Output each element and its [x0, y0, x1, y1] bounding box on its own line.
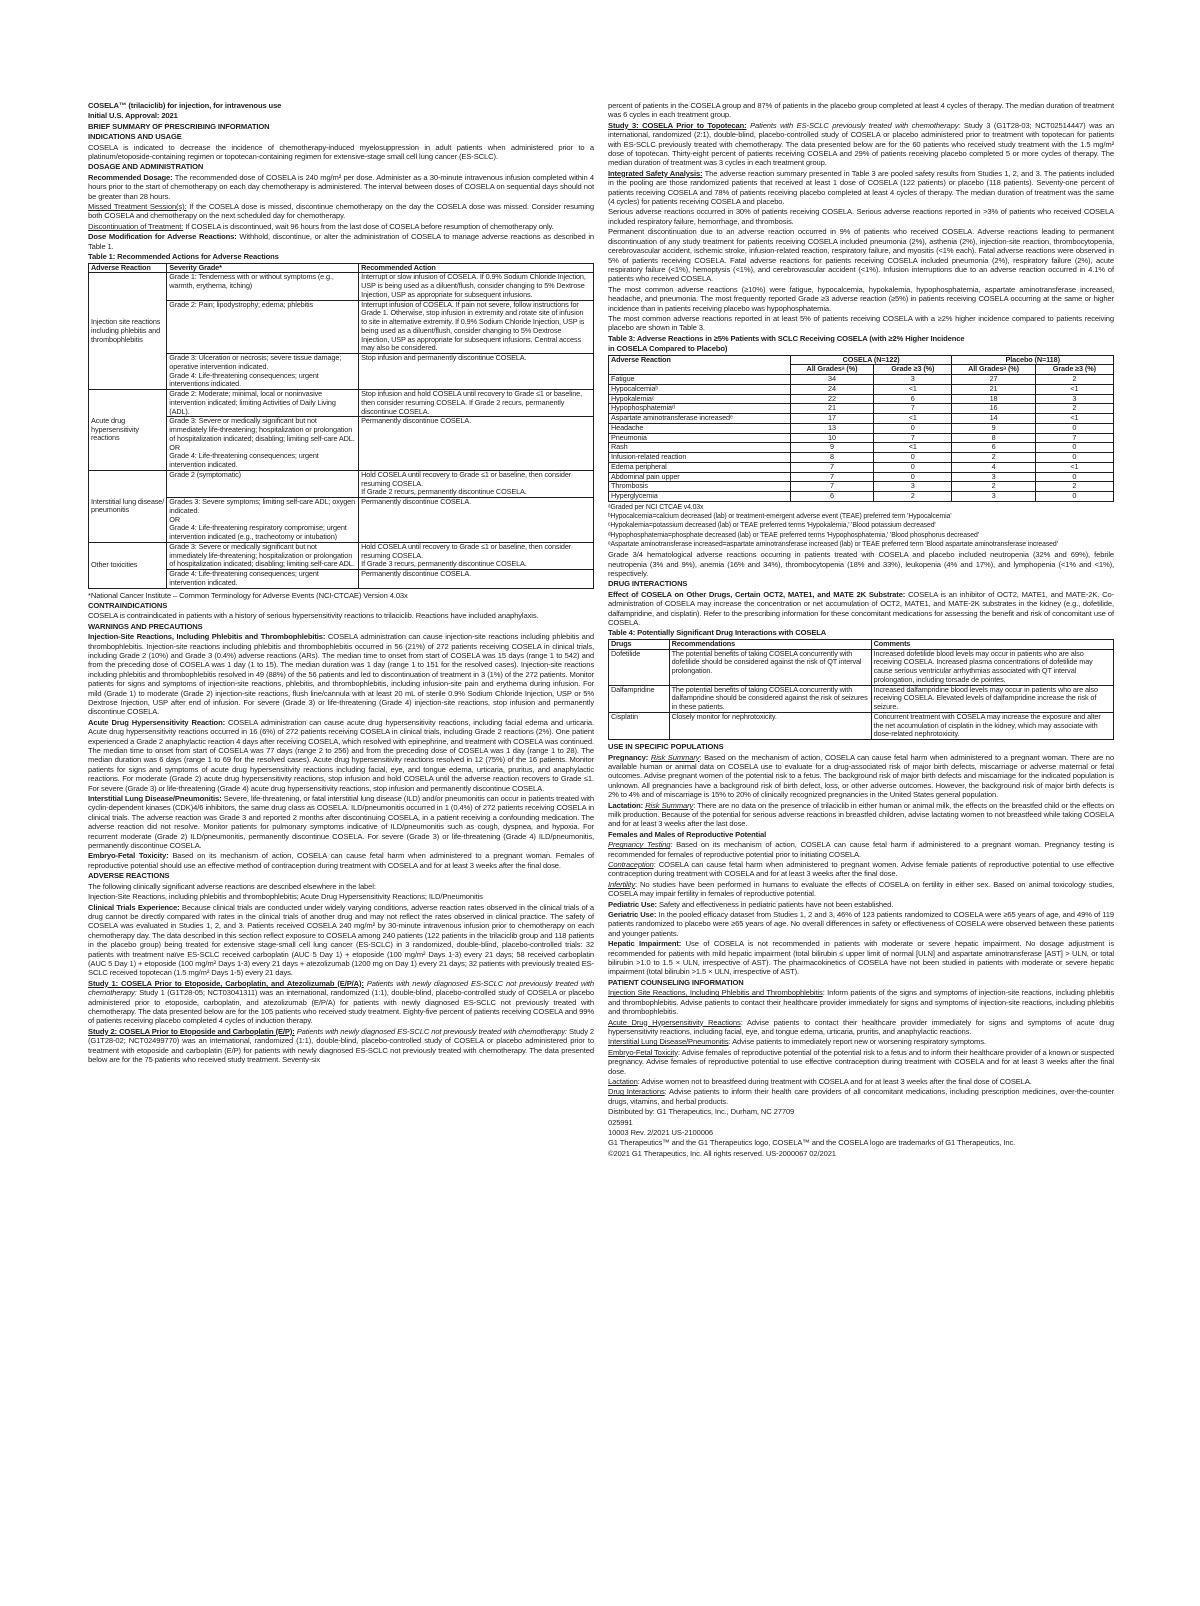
action-text: If Grade 3 recurs, permanently discontinue COSELA. — [361, 559, 527, 569]
pregnancy — [608, 753, 1114, 800]
adverse-reaction-name: Aspartate aminotransferase increasedᵉ — [609, 414, 791, 424]
adverse-reaction-name: Rash — [609, 443, 791, 453]
table-cell: Stop infusion and hold COSELA until recovery to Grade ≤1 or baseline, then consider resuming COSELA. If Grade 2 recurs, permanently discontinue COSELA. — [359, 390, 594, 417]
adverse-reaction-name: Infusion-related reaction — [609, 453, 791, 463]
table-cell — [167, 354, 359, 390]
recommended-dosage-label: Recommended Dosage: — [88, 172, 173, 182]
table-row — [609, 384, 1114, 394]
percentage-cell: <1 — [1035, 462, 1113, 472]
recommended-dosage — [88, 173, 594, 201]
table-cell: Permanently discontinue COSELA. — [359, 498, 594, 543]
left-column — [88, 101, 594, 1065]
adverse-reactions-heading: ADVERSE REACTIONS — [88, 871, 170, 881]
percentage-cell: 2 — [952, 453, 1035, 463]
percentage-cell: 8 — [790, 453, 873, 463]
counsel-injection-site — [608, 988, 1114, 1016]
percentage-cell: 0 — [874, 423, 952, 433]
table-header: All Gradesᵃ (%) — [790, 365, 873, 375]
study2-population: Patients with newly diagnosed ES-SCLC not previously treated with chemotherapy: — [294, 1026, 568, 1036]
pregnancy-testing-label: Pregnancy Testing — [608, 840, 671, 850]
table-header: Placebo (N=118) — [952, 355, 1114, 365]
lactation-text: : There are no data on the presence of trilaciclib in either human or animal milk, the effects on the breastfed child or the effects on milk production. Because of the potential for serious adverse reactions in breastfed children, advise lactating women to not breastfeed while taking COSELA and for at least 3 weeks after the last dose. — [608, 800, 1114, 829]
adverse-reaction-name: Hypocalcemiaᵇ — [609, 384, 791, 394]
counsel-label: Embryo-Fetal Toxicity — [608, 1047, 678, 1057]
adverse-reaction-name: Edema peripheral — [609, 462, 791, 472]
percentage-cell: 21 — [790, 404, 873, 414]
hypersensitivity-text: COSELA administration can cause acute drug hypersensitivity reactions, including facial edema and urticaria. Acute drug hypersensitivity reactions occurred in 16 (6%) of 272 patients receiving COSELA in clinical trials, including Grade 2 reactions (2%). One patient experienced a Grade 2 anaphylactic reaction 4 days after receiving COSELA, which resolved with epinephrine, and treatment with COSELA was continued. The median time to onset from start of COSELA was 77 days (range 2 to 256) and from the preceding dose of COSELA was 1 day (range 1 to 28). The median duration was 6 days (range 1 to 69 for the resolved cases). Acute drug hypersensitivity reactions resolved in 12 (75%) of the 16 patients. Monitor patients for signs and symptoms of acute drug hypersensitivity reactions including facial, eye, and tongue edema, urticaria, pruritus, and anaphylactic reactions. For moderate (Grade 2) acute drug hypersensitivity reactions, stop infusion and hold COSELA until the adverse reaction recovers to Grade ≤1. For severe (Grade 3) or life-threatening (Grade 4) acute drug hypersensitivity reactions, stop infusion and permanently discontinue COSELA. — [88, 717, 595, 793]
adverse-reaction-name: Headache — [609, 423, 791, 433]
percentage-cell: 0 — [1035, 472, 1113, 482]
discontinuation — [88, 222, 594, 231]
percentage-cell: 16 — [952, 404, 1035, 414]
counsel-embryo-fetal — [608, 1048, 1114, 1076]
table1-adverse-actions — [88, 263, 594, 589]
table-cell — [167, 498, 359, 543]
brief-summary-heading: BRIEF SUMMARY OF PRESCRIBING INFORMATION — [88, 121, 270, 131]
percentage-cell: 6 — [952, 443, 1035, 453]
grade-text: Grade 3: Severe or medically significant but not immediately life-threatening; hospitalization or prolongation of hospitalization indicated; disabling; limiting self-care ADL. — [169, 416, 355, 443]
pediatric-label: Pediatric Use: — [608, 899, 657, 909]
clinical-trials-text: Because clinical trials are conducted under widely varying conditions, adverse reaction rates observed in the clinical trials of a drug cannot be directly compared with rates in the clinical trials of another drug and may not reflect the rates observed in clinical practice. The safety of COSELA was evaluated in Studies 1, 2, and 3. Patients received COSELA 240 mg/m² by 30-minute intravenous infusion prior to chemotherapy on each chemotherapy day. The data described in this section reflect exposure to COSELA among 240 patients (122 patients in the trilaciclib group and 118 patients in the placebo group) being treated for extensive stage-small cell lung cancer (ES-SCLC) in 3 randomized, double-blind, placebo-controlled trials: 32 patients with treatment naïve ES-SCLC received carboplatin (AUC 5 Day 1) + etoposide (100 mg/m² Days 1-3) every 21 days; 58 received carboplatin (AUC 5 Day 1) + etoposide (100 mg/m² Days 1-3) every 21 days + atezolizumab (1200 mg on Day 1) every 21 days; 32 patients with previously treated ES-SCLC received topotecan (1.5 mg/m² Days 1-5) every 21 days. — [88, 902, 595, 978]
table-header-row — [609, 639, 1114, 649]
table3-body — [609, 375, 1114, 502]
copyright-line: ©2021 G1 Therapeutics, Inc. All rights reserved. US-2000067 02/2021 — [608, 1148, 836, 1158]
code-line: 025991 — [608, 1117, 633, 1127]
percentage-cell: 0 — [874, 472, 952, 482]
integrated-safety — [608, 169, 1114, 207]
counsel-label: Acute Drug Hypersensitivity Reactions — [608, 1017, 741, 1027]
discontinuation-text: If COSELA is discontinued, wait 96 hours from the last dose of COSELA before resumption of chemotherapy only. — [183, 221, 554, 231]
contraindications-heading: CONTRAINDICATIONS — [88, 600, 168, 610]
percentage-cell: 2 — [1035, 404, 1113, 414]
table1-title: Table 1: Recommended Actions for Adverse Reactions — [88, 252, 279, 262]
table-cell: Grade 2: Pain; lipodystrophy; edema; phlebitis — [167, 300, 359, 354]
drug-title: COSELA™ (trilaciclib) for injection, for intravenous use — [88, 101, 282, 110]
study2 — [88, 1027, 594, 1065]
percentage-cell: 14 — [952, 414, 1035, 424]
percentage-cell: 8 — [952, 433, 1035, 443]
adverse-reaction-name: Hyperglycemia — [609, 492, 791, 502]
missed-treatment-text: If the COSELA dose is missed, discontinue chemotherapy on the day the COSELA dose was missed. Consider resuming both COSELA and chemotherapy on the next scheduled day for chemotherapy. — [88, 202, 594, 221]
indications-text: COSELA is indicated to decrease the incidence of chemotherapy-induced myelosuppression in adult patients when administered prior to a platinum/etoposide-containing regimen or topotecan-containing regimen for extensive-stage small cell lung cancer (ES-SCLC). — [88, 142, 594, 162]
effect-label: Effect of COSELA on Other Drugs, Certain OCT2, MATE1, and MATE 2K Substrate: — [608, 589, 906, 599]
table-cell: Interrupt infusion of COSELA. If pain not severe, follow instructions for Grade 1. Otherwise, stop infusion in extremity and rotate site of infusion to site in alternative extremity. If 0.9% Sodium Chloride Injection, USP is being used as a diluent/flush, consider changing to 5% Dextrose Injection, USP as appropriate for subsequent infusions. Central access may also be considered. — [359, 300, 594, 354]
percentage-cell: <1 — [874, 384, 952, 394]
integrated-safety-label: Integrated Safety Analysis: — [608, 168, 703, 178]
table-cell — [167, 417, 359, 471]
percentage-cell: 7 — [790, 462, 873, 472]
or-text: OR — [169, 442, 180, 452]
percentage-cell: 0 — [1035, 443, 1113, 453]
adverse-reaction-name: Hypokalemiaᶜ — [609, 394, 791, 404]
lactation-risk-label: Risk Summary — [645, 800, 694, 810]
missed-treatment-label: Missed Treatment Session(s): — [88, 202, 187, 212]
effect-text: COSELA is an inhibitor of OCT2, MATE1, and MATE-2K. Co-administration of COSELA may increase the concentration or net accumulation of OCT2, MATE1, and MATE-2K substrates in the kidney (e.g., dofetilide, dalfampridine, and cisplatin). Refer to the prescribing information for these concomitant medications for assessing the benefit and risk of concomitant use of COSELA. — [608, 589, 1115, 628]
percentage-cell: 0 — [874, 462, 952, 472]
percentage-cell: <1 — [1035, 414, 1113, 424]
distributed-by: Distributed by: G1 Therapeutics, Inc., Durham, NC 27709 — [608, 1107, 795, 1117]
table3-adverse-reactions — [608, 355, 1114, 502]
counsel-text: : Advise patients to contact their healthcare provider immediately for signs and symptoms of acute drug hypersensitivity reactions, including facial, eye, and tongue edema, urticaria, pruritis, and anaphylactic reactions. — [608, 1017, 1114, 1036]
action-text: Hold COSELA until recovery to Grade ≤1 or baseline, then consider resuming COSELA. — [361, 541, 572, 560]
table4-title: Table 4: Potentially Significant Drug Interactions with COSELA — [608, 628, 827, 638]
table-header: All Gradesᵃ (%) — [952, 365, 1035, 375]
hypersensitivity-warning — [88, 718, 594, 793]
table-row — [609, 712, 1114, 739]
counsel-lactation — [608, 1077, 1114, 1086]
dose-modification-label: Dose Modification for Adverse Reactions: — [88, 232, 237, 242]
embryo-fetal-text: Based on its mechanism of action, COSELA can cause fetal harm when administered to a pregnant woman. Females of reproductive potential should use an effective method of contraception during treatment with COSELA and for at least 3 weeks after the final dose. — [88, 851, 594, 870]
percentage-cell: 22 — [790, 394, 873, 404]
table-row — [89, 273, 594, 300]
table3-footnote: ᵃGraded per NCI CTCAE v4.03x — [608, 503, 704, 511]
table-cell: Stop infusion and permanently discontinue COSELA. — [359, 354, 594, 390]
ild-label: Interstitial Lung Disease/Pneumonitis: — [88, 794, 222, 804]
common-reactions-text-2: The most common adverse reactions reported in at least 5% of patients receiving COSELA with a ≥2% higher incidence compared to patients receiving placebo are shown in Table 3. — [608, 313, 1114, 333]
adverse-reaction-name: Abdominal pain upper — [609, 472, 791, 482]
percentage-cell: 7 — [874, 433, 952, 443]
table-row — [609, 492, 1114, 502]
table-row — [609, 433, 1114, 443]
table-row — [609, 482, 1114, 492]
clinical-trials-label: Clinical Trials Experience: — [88, 902, 180, 912]
study1-text: Study 1 (G1T28-05; NCT03041311) was an international, randomized (1:1), double-blind, placebo-controlled study of COSELA or placebo administered prior to etoposide, carboplatin, and atezolizumab (E/P/A) for patients with newly diagnosed ES-SCLC not previously treated with chemotherapy. The data presented below are for the 105 patients who received study treatment. Eighty-five percent of patients receiving COSELA and 99% of patients receiving placebo completed 4 cycles of induction therapy. — [88, 988, 594, 1026]
table-row — [609, 649, 1114, 685]
ild-text: Severe, life-threatening, or fatal interstitial lung disease (ILD) and/or pneumonitis can occur in patients treated with cyclin-dependent kinases (CDK)4/6 inhibitors, the same drug class as COSELA. ILD/pneumonitis occurred in 1 (0.4%) of 272 patients receiving COSELA in clinical trials. The adverse reaction was Grade 3 and reported 2 months after discontinuing COSELA, in a patient receiving a confounding medication. The adverse reaction did not resolve. Monitor patients for pulmonary symptoms indicative of ILD/pneumonitis such as cough, dyspnea, and hypoxia. For recurrent moderate (Grade 2) ILD/pneumonitis, permanently discontinue COSELA. For severe (Grade 3) or life-threatening (Grade 4) ILD/pneumonitis, permanently discontinue COSELA. — [88, 794, 594, 851]
serious-reactions-text: Serious adverse reactions occurred in 30% of patients receiving COSELA. Serious adverse reactions reported in >3% of patients who received COSELA included respiratory failure, hemorrhage, and thrombosis. — [608, 207, 1114, 226]
table-cell: Increased dofetilide blood levels may occur in patients who are also receiving COSELA. Increased plasma concentrations of dofetilide may cause serious ventricular arrhythmias associated with QT interval prolongation, including torsade de pointes. — [871, 649, 1113, 685]
pediatric-text: Safety and effectiveness in pediatric patients have not been established. — [656, 899, 894, 909]
table-header: COSELA (N=122) — [790, 355, 952, 365]
or-text: OR — [169, 514, 180, 524]
embryo-fetal-label: Embryo-Fetal Toxicity: — [88, 851, 169, 861]
counsel-text: : Inform patients of the signs and symptoms of injection-site reactions, including phlebitis and thrombophlebitis. Advise patients to contact their healthcare provider immediately for signs and symptoms of injection-site reactions, including phlebitis and thrombophlebitis. — [608, 988, 1114, 1017]
percentage-cell: 3 — [1035, 394, 1113, 404]
table-cell: Interstitial lung disease/ pneumonitis — [89, 470, 167, 542]
action-text: Hold COSELA until recovery to Grade ≤1 or baseline, then consider resuming COSELA. — [361, 469, 572, 488]
percentage-cell: 2 — [874, 492, 952, 502]
counsel-label: Injection Site Reactions, Including Phlebitis and Thrombophlebitis — [608, 988, 823, 998]
grade34-text: Grade 3/4 hematological adverse reactions occurring in patients treated with COSELA and placebo included neutropenia (32% and 69%), febrile neutropenia (3% and 9%), anemia (16% and 34%), thrombocytopenia (18% and 33%), leukopenia (4% and 17%), and lymphopenia (<1% and <1%), respectively. — [608, 550, 1114, 579]
infertility-label: Infertility — [608, 879, 635, 889]
dose-modification — [88, 232, 594, 251]
table-cell — [359, 470, 594, 497]
pediatric-use — [608, 900, 1114, 909]
percentage-cell: 3 — [952, 472, 1035, 482]
grade-text: Grade 4: Life-threatening respiratory compromise; urgent intervention indicated (e.g., tracheotomy or intubation) — [169, 523, 347, 541]
study3-label: Study 3: COSELA Prior to Topotecan: — [608, 120, 747, 130]
percentage-cell: 21 — [952, 384, 1035, 394]
study2-continued: percent of patients in the COSELA group and 87% of patients in the placebo group completed at least 4 cycles of therapy. The median duration of treatment was 6 cycles in each treatment group. — [608, 101, 1114, 120]
counsel-text: : Advise females of reproductive potential of the potential risk to a fetus and to inform their healthcare provider of a known or suspected pregnancy. Advise females of reproductive potential to use effective contraception during treatment with COSELA and for at least 3 weeks after the final dose. — [608, 1047, 1115, 1076]
injection-site-label: Injection-Site Reactions, Including Phlebitis and Thrombophlebitis: — [88, 632, 326, 642]
table4-body — [609, 649, 1114, 740]
drug-interactions-heading: DRUG INTERACTIONS — [608, 579, 688, 589]
percentage-cell: 10 — [790, 433, 873, 443]
adverse-intro: The following clinically significant adverse reactions are described elsewhere in the label: — [88, 881, 376, 891]
table3-title-cont: in COSELA Compared to Placebo) — [608, 344, 728, 354]
table-row — [89, 470, 594, 497]
table-header: Recommended Action — [359, 263, 594, 273]
table-cell: Dalfampridine — [609, 685, 670, 712]
right-column — [608, 101, 1114, 1159]
counsel-label: Interstitial Lung Disease/Pneumonitis — [608, 1037, 729, 1047]
percentage-cell: <1 — [874, 414, 952, 424]
table-row — [609, 375, 1114, 385]
study1-label: Study 1: COSELA Prior to Etoposide, Carboplatin, and Atezolizumab (E/P/A): — [88, 978, 364, 988]
table3-footnote: ᶜHypokalemia=potassium decreased (lab) or TEAE preferred terms 'Hypokalemia,' 'Blood potassium decreased' — [608, 522, 936, 530]
dosage-heading: DOSAGE AND ADMINISTRATION — [88, 162, 204, 172]
pregnancy-text: : Based on the mechanism of action, COSELA can cause fetal harm when administered to a pregnant woman. There are no available human or animal data on COSELA use to evaluate for a drug-associated risk of major birth defects, miscarriage or adverse maternal or fetal outcomes. Advise pregnant women of the potential risk to a fetus. The background risk of major birth defects and miscarriage for the indicated population is unknown. All pregnancies have a background risk of birth defect, loss, or other adverse outcomes. However, the background risk of major birth defects is 2% to 4% and of miscarriage is 15% to 20% of clinically recognized pregnancies in the United States general population. — [608, 752, 1114, 800]
table-row — [609, 685, 1114, 712]
percentage-cell: 0 — [1035, 453, 1113, 463]
table-header: Grade ≥3 (%) — [874, 365, 952, 375]
percentage-cell: 0 — [874, 453, 952, 463]
hepatic-impairment — [608, 939, 1114, 977]
lactation — [608, 801, 1114, 829]
table-header: Adverse Reaction — [89, 263, 167, 273]
clinical-trials — [88, 903, 594, 978]
study1 — [88, 979, 594, 1026]
geriatric-label: Geriatric Use: — [608, 910, 657, 920]
table4-drug-interactions — [608, 639, 1114, 740]
contraception — [608, 860, 1114, 879]
table-cell: Interrupt or slow infusion of COSELA. If 0.9% Sodium Chloride Injection, USP is being used as a diluent/flush, consider changing to 5% Dextrose Injection, USP as appropriate for subsequent infusions. — [359, 273, 594, 300]
ild-warning — [88, 794, 594, 850]
percentage-cell: 34 — [790, 375, 873, 385]
percentage-cell: 7 — [790, 482, 873, 492]
integrated-safety-text: The adverse reaction summary presented in Table 3 are pooled safety results from Studies 1, 2, and 3. The patients included in the pooling are those randomized patients that received at least 1 dose of COSELA (122 patients) or placebo (118 patients). Seventy-one percent of patients receiving COSELA and 78% of patients receiving placebo completed at least 4 cycles of therapy. The median duration of treatment was the same (4 cycles) for patients receiving COSELA and placebo. — [608, 168, 1114, 207]
counsel-text: : Advise women not to breastfeed during treatment with COSELA and for at least 3 weeks after the final dose of COSELA. — [637, 1076, 1032, 1086]
trademark-line: G1 Therapeutics™ and the G1 Therapeutics logo, COSELA™ and the COSELA logo are trademarks of G1 Therapeutics, Inc. — [608, 1138, 1016, 1148]
table-header: Severity Grade* — [167, 263, 359, 273]
pregnancy-testing-text: : Based on its mechanism of action, COSELA can cause fetal harm if administered to a pregnant woman. Pregnancy testing is recommended for females of reproductive potential prior to initiating COSELA. — [608, 840, 1114, 859]
study1-population: Patients with newly diagnosed ES-SCLC not previously treated with chemotherapy: — [88, 978, 594, 998]
contraindications-text: COSELA is contraindicated in patients with a history of serious hypersensitivity reactions to trilaciclib. Reactions have included anaphylaxis. — [88, 611, 539, 621]
common-reactions-text: The most common adverse reactions (≥10%) were fatigue, hypocalcemia, hypokalemia, hypophosphatemia, aspartate aminotransferase increased, headache, and pneumonia. The most frequently reported Grade ≥3 adverse reaction (≥5%) in patients receiving COSELA occurring at the same or higher incidence than in patients receiving placebo was hypophosphatemia. — [608, 284, 1114, 313]
table-cell: Grade 4: Life-threatening consequences; urgent intervention indicated. — [167, 570, 359, 589]
counsel-drug-interactions — [608, 1087, 1114, 1106]
indications-heading: INDICATIONS AND USAGE — [88, 132, 182, 142]
pregnancy-risk-label: Risk Summary — [650, 752, 700, 762]
effect-on-other-drugs — [608, 590, 1114, 628]
study2-label: Study 2: COSELA Prior to Etoposide and Carboplatin (E/P): — [88, 1026, 295, 1036]
table-cell: Dofetilide — [609, 649, 670, 685]
table-row — [609, 453, 1114, 463]
percentage-cell: 17 — [790, 414, 873, 424]
percentage-cell: 13 — [790, 423, 873, 433]
percentage-cell: 6 — [790, 492, 873, 502]
injection-site-text: COSELA administration can cause injection-site reactions including phlebitis and thrombophlebitis. Injection-site reactions including phlebitis and thrombophlebitis occurred in 56 (21%) of 272 patients receiving COSELA in clinical trials, including Grade 2 (10%) and Grade 3 (0.4%) adverse reactions (ARs). The median time to onset from start of COSELA was 15 days (range 1 to 542) and from the preceding dose of COSELA was 1 day (1 to 15). The median duration was 1 day (range 1 to 151 for the resolved cases). Injection-site reactions including phlebitis and thrombophlebitis resolved in 49 (88%) of the 56 patients and led to discontinuation of treatment in 3 (1%) of the 272 patients. Monitor patients for signs and symptoms of injection-site reactions, phlebitis, and thrombophlebitis, including infusion-site pain and erythema during infusion. For mild (Grade 1) to moderate (Grade 2) injection-site reactions, flush line/cannula with at least 20 mL of sterile 0.9% Sodium Chloride Injection, USP or 5% Dextrose Injection, USP after end of infusion. For severe (Grade 3) or life-threatening (Grade 4) injection-site reactions, stop infusion and permanently discontinue COSELA. — [88, 632, 594, 717]
table-cell: Permanently discontinue COSELA. — [359, 417, 594, 471]
table-header: Grade ≥3 (%) — [1035, 365, 1113, 375]
grade-text: Grade 4: Life-threatening consequences; urgent intervention indicated. — [169, 451, 319, 469]
embryo-fetal-warning — [88, 851, 594, 870]
percentage-cell: 3 — [874, 375, 952, 385]
adverse-reaction-name: Pneumonia — [609, 433, 791, 443]
table-cell: The potential benefits of taking COSELA concurrently with dofetilide should be considered against the risk of QT interval prolongation. — [669, 649, 871, 685]
study3-population: Patients with ES-SCLC previously treated with chemotherapy: — [746, 120, 961, 130]
percentage-cell: 9 — [790, 443, 873, 453]
table-row — [89, 542, 594, 569]
contraception-label: Contraception — [608, 860, 654, 869]
table-cell: Concurrent treatment with COSELA may increase the exposure and alter the net accumulation of cisplatin in the kidney, which may associate with dose-related nephrotoxicity. — [871, 712, 1113, 739]
table-cell: Grade 3: Severe or medically significant but not immediately life-threatening; hospitalization or prolongation of hospitalization indicated; disabling; limiting self-care ADL. — [167, 542, 359, 569]
pregnancy-label: Pregnancy: — [608, 752, 649, 762]
adverse-reaction-name: Hypophosphatemiaᵈ — [609, 404, 791, 414]
study2-text: Study 2 (G1T28-02; NCT02499770) was an international, randomized (1:1), double-blind, placebo-controlled study of COSELA or placebo administered prior to treatment with etoposide and carboplatin (E/P) for patients with newly diagnosed ES-SCLC not previously treated with chemotherapy. The data presented below are for the 75 patients who received study treatment. Seventy-six — [88, 1026, 595, 1064]
table-row — [609, 394, 1114, 404]
table3-title: Table 3: Adverse Reactions in ≥5% Patients with SCLC Receiving COSELA (with ≥2% Higher Incidence — [608, 333, 965, 343]
table-cell: Other toxicities — [89, 542, 167, 588]
table-cell — [359, 542, 594, 569]
percentage-cell: 18 — [952, 394, 1035, 404]
permanent-discontinuation-text: Permanent discontinuation due to an adverse reaction occurred in 9% of patients who received COSELA. Adverse reactions leading to permanent discontinuation of any study treatment for patients receiving COSELA included pneumonia (2%), asthenia (2%), injection-site reaction, thrombocytopenia, cerebrovascular accident, ischemic stroke, infusion-related reaction, respiratory failure, and myositis (<1% each). Fatal adverse reactions were observed in 5% of patients receiving COSELA. Fatal adverse reactions for patients receiving COSELA included pneumonia (2%), respiratory failure (2%), acute respiratory failure (<1%), hemoptysis (<1%), and cerebrovascular accident (<1%). Infusion interruptions due to an adverse reaction occurred in 4.1% of patients who received COSELA. — [608, 227, 1114, 284]
missed-treatment — [88, 202, 594, 221]
table-header: Adverse Reaction — [609, 355, 791, 375]
percentage-cell: 2 — [1035, 482, 1113, 492]
recommended-dosage-text: The recommended dose of COSELA is 240 mg/m² per dose. Administer as a 30-minute intravenous infusion completed within 4 hours prior to the start of chemotherapy on each day chemotherapy is administered. The interval between doses of COSELA on sequential days should not be greater than 28 hours. — [88, 172, 594, 201]
percentage-cell: 0 — [1035, 492, 1113, 502]
females-males-heading: Females and Males of Reproductive Potential — [608, 829, 767, 839]
percentage-cell: 2 — [952, 482, 1035, 492]
dose-modification-text: Withhold, discontinue, or alter the administration of COSELA to manage adverse reactions as described in Table 1. — [88, 232, 595, 251]
lactation-label: Lactation: — [608, 800, 644, 810]
study3-text: Study 3 (G1T28-03; NCT02514447) was an international, randomized (2:1), double-blind, placebo-controlled study of COSELA or placebo administered prior to treatment with topotecan for patients with ES-SCLC previously treated with chemotherapy. The data presented below are for the 60 patients who received study treatment with the 1.5 mg/m² dose of topotecan. Thirty-eight percent of patients receiving COSELA and 29% of patients receiving placebo completed 5 or more cycles of therapy. The median duration of treatment was 3 cycles in each treatment group. — [608, 120, 1114, 168]
table-cell: Increased dalfampridine blood levels may occur in patients who are also receiving COSELA. Elevated levels of dalfampridine increase the risk of seizure. — [871, 685, 1113, 712]
hypersensitivity-label: Acute Drug Hypersensitivity Reaction: — [88, 717, 226, 727]
table-cell: The potential benefits of taking COSELA concurrently with dalfampridine should be considered against the risk of seizures in these patients. — [669, 685, 871, 712]
contraception-text: : COSELA can cause fetal harm when administered to pregnant women. Advise female patients of reproductive potential to use effective contraception during treatment with COSELA and for at least 3 weeks after the final dose. — [608, 860, 1114, 879]
table-cell: Grade 1: Tenderness with or without symptoms (e.g., warmth, erythema, itching) — [167, 273, 359, 300]
table-header: Comments — [871, 639, 1113, 649]
adverse-reaction-name: Thrombosis — [609, 482, 791, 492]
injection-site-warning — [88, 632, 594, 717]
table3-footnote: ᵉAspartate aminotransferase increased=aspartate aminotransferase increased (lab) or TEAE preferred term 'Blood aspartate aminotransferase increased' — [608, 540, 1058, 548]
geriatric-use — [608, 910, 1114, 938]
table3-footnotes — [608, 504, 1114, 549]
discontinuation-label: Discontinuation of Treatment: — [88, 221, 184, 231]
percentage-cell: 3 — [952, 492, 1035, 502]
table3-footnote: ᵇHypocalcemia=calcium decreased (lab) or treatment-emergent adverse event (TEAE) preferred term 'Hypocalcemia' — [608, 513, 952, 521]
table-header: Drugs — [609, 639, 670, 649]
counsel-text: : Advise patients to immediately report new or worsening respiratory symptoms. — [728, 1037, 986, 1047]
percentage-cell: 0 — [1035, 423, 1113, 433]
grade-text: Grade 3: Ulceration or necrosis; severe tissue damage; operative intervention indicated. — [169, 353, 342, 371]
table-cell: Cisplatin — [609, 712, 670, 739]
table-cell: Grade 2 (symptomatic) — [167, 470, 359, 497]
infertility — [608, 880, 1114, 899]
percentage-cell: 4 — [952, 462, 1035, 472]
percentage-cell: 24 — [790, 384, 873, 394]
table-cell: Acute drug hypersensitivity reactions — [89, 390, 167, 471]
counsel-label: Lactation — [608, 1076, 638, 1086]
adverse-reaction-name: Fatigue — [609, 375, 791, 385]
specific-populations-heading: USE IN SPECIFIC POPULATIONS — [608, 742, 724, 752]
table-cell: Closely monitor for nephrotoxicity. — [669, 712, 871, 739]
percentage-cell: 3 — [874, 482, 952, 492]
table-cell: Injection site reactions including phlebitis and thrombophlebitis — [89, 273, 167, 390]
table-row — [609, 472, 1114, 482]
counsel-ild — [608, 1037, 1114, 1046]
hepatic-label: Hepatic Impairment: — [608, 939, 682, 949]
table-header: Recommendations — [669, 639, 871, 649]
table3-footnote: ᵈHypophosphatemia=phosphate decreased (lab) or TEAE preferred terms 'Hypophosphatemia,' 'Blood phosphorus decreased' — [608, 531, 979, 539]
grade-text: Grade 4: Life-threatening consequences; urgent interventions indicated. — [169, 370, 319, 389]
percentage-cell: 7 — [1035, 433, 1113, 443]
study3 — [608, 121, 1114, 168]
percentage-cell: <1 — [874, 443, 952, 453]
percentage-cell: 9 — [952, 423, 1035, 433]
adverse-list: Injection-Site Reactions, including phlebitis and thrombophlebitis; Acute Drug Hypersensitivity Reactions; ILD/Pneumonitis — [88, 892, 483, 902]
warnings-heading: WARNINGS AND PRECAUTIONS — [88, 621, 203, 631]
percentage-cell: 6 — [874, 394, 952, 404]
percentage-cell: 7 — [874, 404, 952, 414]
table-row — [609, 423, 1114, 433]
counsel-hypersensitivity — [608, 1018, 1114, 1037]
table-row — [89, 390, 594, 417]
percentage-cell: 27 — [952, 375, 1035, 385]
geriatric-text: In the pooled efficacy dataset from Studies 1, 2 and 3, 46% of 123 patients randomized to COSELA were ≥65 years of age, and 49% of 119 patients randomized to placebo were ≥65 years of age. No overall differences in safety or effectiveness of COSELA were observed between these patients and younger patients. — [608, 910, 1115, 938]
pregnancy-testing — [608, 840, 1114, 859]
percentage-cell: 2 — [1035, 375, 1113, 385]
table-row — [609, 462, 1114, 472]
table1-footnote: *National Cancer Institute – Common Terminology for Adverse Events (NCI-CTCAE) Version 4.03x — [88, 590, 408, 600]
percentage-cell: 7 — [790, 472, 873, 482]
table-cell: Grade 2: Moderate; minimal, local or noninvasive intervention indicated; limiting Activities of Daily Living (ADL). — [167, 390, 359, 417]
revision-line: 10003 Rev. 2/2021 US-2100006 — [608, 1127, 714, 1137]
infertility-text: : No studies have been performed in humans to evaluate the effects of COSELA on fertility in either sex. Based on animal toxicology studies, COSELA may impair fertility in females of reproductive potential. — [608, 879, 1114, 899]
counsel-label: Drug Interactions — [608, 1087, 665, 1097]
table-header-row — [609, 355, 1114, 365]
approval-line: Initial U.S. Approval: 2021 — [88, 111, 178, 121]
percentage-cell: <1 — [1035, 384, 1113, 394]
hepatic-text: Use of COSELA is not recommended in patients with moderate or severe hepatic impairment. No dosage adjustment is recommended for patients with mild hepatic impairment (total bilirubin ≤ upper limit of normal [ULN] and aspartate aminotransferase [AST] > ULN, or total bilirubin >1.0 to 1.5 × ULN, irrespective of AST). The pharmacokinetics of COSELA have not been studied in patients with moderate or severe hepatic impairment (total bilirubin >1.5 × ULN, irrespective of AST). — [608, 939, 1114, 977]
action-text: If Grade 2 recurs, permanently discontinue COSELA. — [361, 487, 527, 497]
table-cell: Permanently discontinue COSELA. — [359, 570, 594, 589]
table-row — [609, 414, 1114, 424]
grade-text: Grades 3: Severe symptoms; limiting self-care ADL; oxygen indicated. — [169, 497, 356, 515]
counseling-heading: PATIENT COUNSELING INFORMATION — [608, 977, 744, 987]
counsel-text: : Advise patients to inform their health care providers of all concomitant medications, including prescription medicines, over-the-counter drugs, vitamins, and herbal products. — [608, 1087, 1114, 1106]
